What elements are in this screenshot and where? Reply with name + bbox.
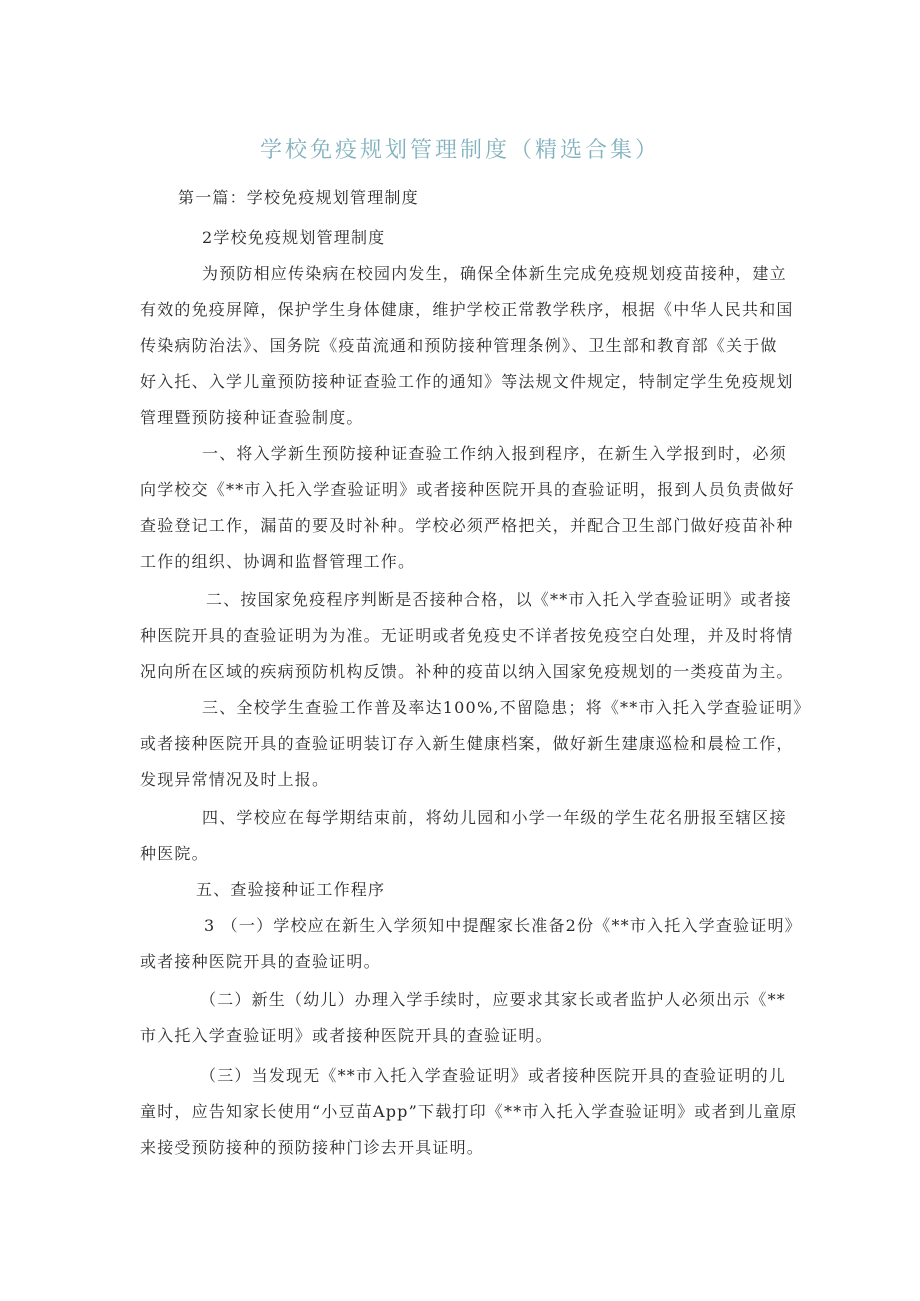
paragraph-line: 童时，应告知家长使用“小豆苗App”下载打印《**市入托入学查验证明》或者到儿童原 — [140, 1102, 798, 1121]
paragraph-line: 管理暨预防接种证查验制度。 — [140, 408, 364, 427]
document-title: 学校免疫规划管理制度（精选合集） — [259, 138, 660, 163]
paragraph-line: 来接受预防接种的预防接种门诊去开具证明。 — [140, 1138, 485, 1157]
paragraph-line: 向学校交《**市入托入学查验证明》或者接种医院开具的查验证明，报到人员负责做好 — [140, 480, 795, 499]
paragraph-line: 好入托、入学儿童预防接种证查验工作的通知》等法规文件规定，特制定学生免疫规划 — [140, 372, 794, 391]
paragraph-line: 查验登记工作，漏苗的要及时补种。学校必须严格把关，并配合卫生部门做好疫苗补种 — [140, 516, 794, 535]
paragraph-line: 种医院。 — [140, 844, 209, 863]
section-heading: 第一篇：学校免疫规划管理制度 — [178, 188, 419, 207]
paragraph-line: 或者接种医院开具的查验证明装订存入新生健康档案，做好新生建康巡检和晨检工作， — [140, 734, 794, 753]
paragraph-line: 市入托入学查验证明》或者接种医院开具的查验证明。 — [140, 1026, 553, 1045]
paragraph-line: 为预防相应传染病在校园内发生，确保全体新生完成免疫规划疫苗接种，建立 — [202, 264, 787, 283]
paragraph-line: 三、全校学生查验工作普及率达100%,不留隐患；将《**市入托入学查验证明》 — [202, 698, 811, 717]
paragraph-line: （三）当发现无《**市入托入学查验证明》或者接种医院开具的查验证明的儿 — [200, 1066, 787, 1085]
paragraph-line: 工作的组织、协调和监督管理工作。 — [140, 552, 416, 571]
paragraph-line: 发现异常情况及时上报。 — [140, 770, 330, 789]
paragraph-line: 传染病防治法》、国务院《疫苗流通和预防接种管理条例》、卫生部和教育部《关于做 — [140, 336, 778, 355]
paragraph-line: 四、学校应在每学期结束前，将幼儿园和小学一年级的学生花名册报至辖区接 — [202, 808, 787, 827]
paragraph-line: 况向所在区域的疾病预防机构反馈。补种的疫苗以纳入国家免疫规划的一类疫苗为主。 — [140, 662, 794, 681]
paragraph-line: 五、查验接种证工作程序 — [196, 880, 386, 899]
paragraph-line: 有效的免疫屏障，保护学生身体健康，维护学校正常教学秩序，根据《中华人民共和国 — [140, 300, 794, 319]
paragraph-line: 2学校免疫规划管理制度 — [202, 228, 386, 247]
paragraph-line: 一、将入学新生预防接种证查验工作纳入报到程序，在新生入学报到时，必须 — [202, 444, 787, 463]
paragraph-line: 3 （一）学校应在新生入学须知中提醒家长准备2份《**市入托入学查验证明》 — [204, 916, 802, 935]
paragraph-line: 种医院开具的查验证明为为准。无证明或者免疫史不详者按免疫空白处理，并及时将情 — [140, 626, 794, 645]
paragraph-line: （二）新生（幼儿）办理入学手续时，应要求其家长或者监护人必须出示《** — [200, 990, 787, 1009]
paragraph-line: 或者接种医院开具的查验证明。 — [140, 952, 381, 971]
paragraph-line: 二、按国家免疫程序判断是否接种合格，以《**市入托入学查验证明》或者接 — [206, 590, 793, 609]
